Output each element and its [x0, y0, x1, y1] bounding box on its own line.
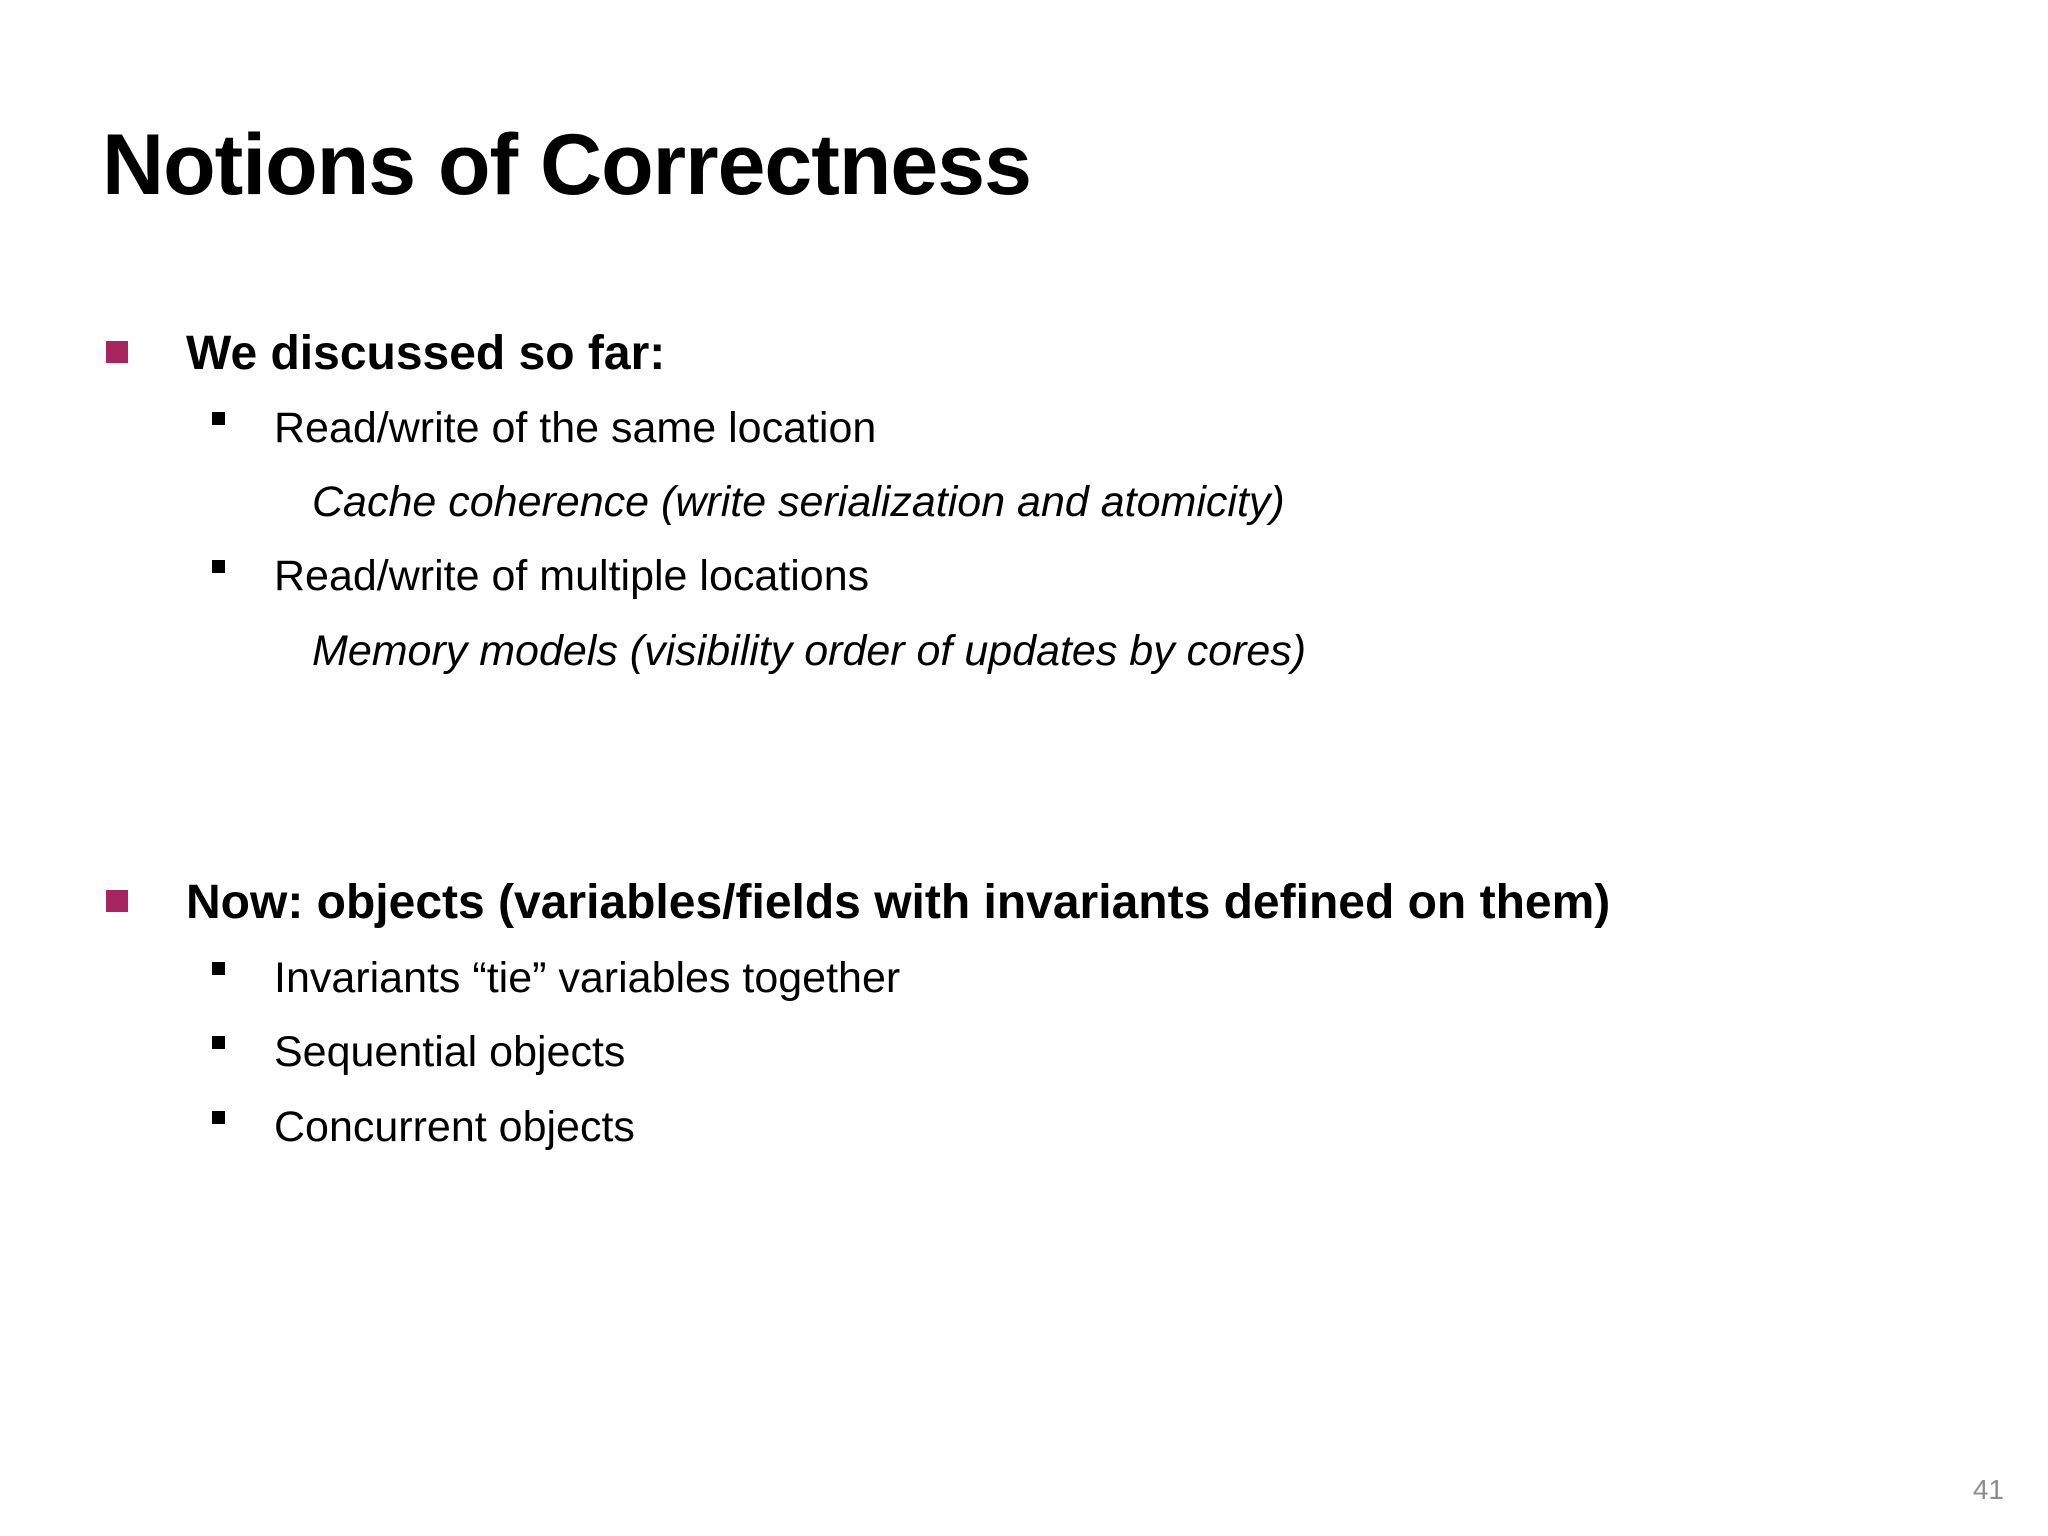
section-heading-objects — [106, 874, 1610, 932]
square-bullet-icon — [212, 962, 225, 975]
slide-title: Notions of Correctness — [102, 117, 1031, 213]
magenta-square-bullet-icon — [106, 890, 128, 912]
list-item — [212, 953, 900, 1005]
page-number: 41 — [1972, 1474, 2004, 1505]
section-heading-text: We discussed so far: — [186, 327, 666, 380]
section-heading-discussed — [106, 325, 665, 383]
list-item — [212, 551, 869, 603]
list-item-text: Concurrent objects — [274, 1103, 635, 1151]
list-item-text: Invariants “tie” variables together — [274, 954, 901, 1002]
magenta-square-bullet-icon — [106, 341, 128, 363]
list-item-text: Read/write of the same location — [274, 404, 877, 452]
list-item — [212, 403, 876, 455]
list-item-text: Read/write of multiple locations — [274, 552, 870, 600]
list-item-text: Sequential objects — [274, 1028, 626, 1076]
list-item — [212, 1027, 625, 1079]
list-item-note: Memory models (visibility order of updates by cores) — [312, 627, 1307, 675]
list-item-note: Cache coherence (write serialization and atomicity) — [312, 478, 1285, 526]
square-bullet-icon — [212, 560, 225, 573]
square-bullet-icon — [212, 1111, 225, 1124]
square-bullet-icon — [212, 412, 225, 425]
square-bullet-icon — [212, 1036, 225, 1049]
section-heading-text: Now: objects (variables/fields with invariants defined on them) — [186, 876, 1611, 929]
list-item — [212, 1102, 635, 1154]
